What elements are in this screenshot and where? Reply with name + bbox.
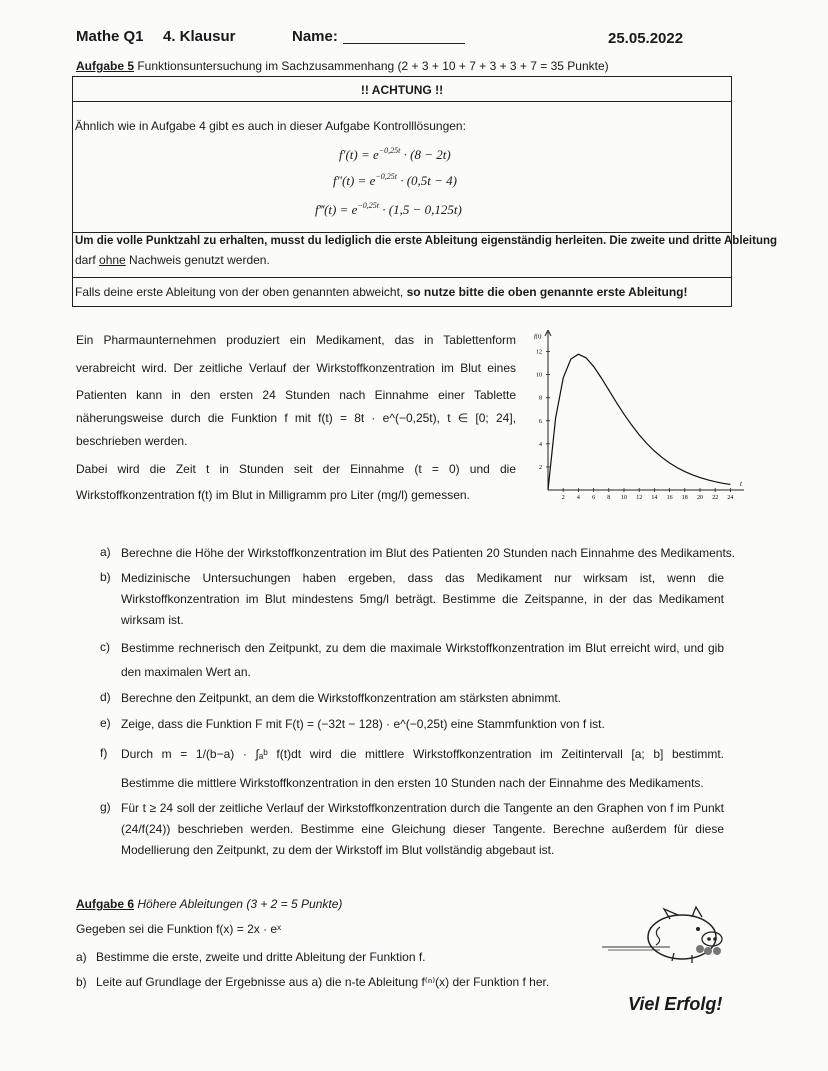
subtask-text: Berechne die Höhe der Wirkstoffkonzentration im Blut des Patienten 20 Stunden nach Einnahme des Medikaments. bbox=[121, 546, 736, 560]
task6-label: Aufgabe 6 bbox=[76, 897, 135, 911]
concentration-graph bbox=[528, 330, 746, 508]
task5-label: Aufgabe 5 bbox=[76, 59, 135, 73]
task6-a-text: Bestimme die erste, zweite und dritte Ableitung der Funktion f. bbox=[96, 950, 426, 964]
subtask-label: d) bbox=[100, 690, 111, 704]
x-tick-label: 22 bbox=[712, 495, 719, 501]
subtask-label: c) bbox=[100, 640, 110, 654]
task6-title bbox=[76, 897, 342, 911]
task6-points: Höhere Ableitungen (3 + 2 = 5 Punkte) bbox=[134, 897, 343, 911]
subtask-text: wirksam ist. bbox=[121, 613, 184, 627]
x-tick-label: 10 bbox=[621, 495, 627, 501]
x-tick-label: 16 bbox=[666, 495, 673, 501]
subtask-text: Für t ≥ 24 soll der zeitliche Verlauf der Wirkstoffkonzentration durch die Tangente an den Graphen von f im Punkt bbox=[121, 801, 724, 815]
subtask-text: Berechne den Zeitpunkt, an dem die Wirkstoffkonzentration am stärksten abnimmt. bbox=[121, 691, 561, 705]
task6-given: Gegeben sei die Funktion f(x) = 2x · eˣ bbox=[76, 922, 282, 936]
warning-intro: Ähnlich wie in Aufgabe 4 gibt es auch in dieser Aufgabe Kontrolllösungen: bbox=[75, 119, 466, 133]
paragraph-line-4: näherungsweise durch die Funktion f mit f(t) = 8t · e^(−0,25t), t ∈ [0; 24], bbox=[76, 411, 516, 425]
name-line bbox=[343, 43, 465, 44]
y-tick-label: 2 bbox=[539, 464, 542, 471]
subtask-label: e) bbox=[100, 716, 111, 730]
y-tick-label: 12 bbox=[536, 349, 542, 356]
derivative-1: $f'(t) = e^{-0,25t} \cdot (8 - 2t)$ bbox=[339, 146, 451, 162]
y-tick-label: 10 bbox=[536, 372, 542, 379]
task6-b-label: b) bbox=[76, 975, 87, 989]
x-tick-label: 18 bbox=[681, 495, 688, 501]
subtask-text: Modellierung den Zeitpunkt, zu dem der Wirkstoff im Blut vollständig abgebaut ist. bbox=[121, 843, 555, 857]
x-tick-label: 2 bbox=[561, 495, 565, 501]
y-tick-label: 8 bbox=[539, 395, 542, 402]
course-title: Mathe Q1 bbox=[76, 28, 144, 45]
y-tick-label: 4 bbox=[539, 441, 542, 448]
x-tick-label: 14 bbox=[651, 495, 658, 501]
paragraph-line-2: verabreicht wird. Der zeitliche Verlauf der Wirkstoffkonzentration im Blut eines bbox=[76, 361, 516, 375]
subtask-label: b) bbox=[100, 570, 111, 584]
exam-title: 4. Klausur bbox=[163, 28, 236, 45]
subtask-text: Zeige, dass die Funktion F mit F(t) = (−32t − 128) · e^(−0,25t) eine Stammfunktion von f ist. bbox=[121, 717, 605, 731]
subtask-text: Bestimme rechnerisch den Zeitpunkt, zu dem die maximale Wirkstoffkonzentration im Blut erreicht wird, und gib bbox=[121, 641, 724, 655]
derivative-2: $f''(t) = e^{-0,25t} \cdot (0,5t - 4)$ bbox=[333, 172, 458, 188]
paragraph-line-1: Ein Pharmaunternehmen produziert ein Medikament, das in Tablettenform bbox=[76, 333, 516, 347]
subtask-text: Wirkstoffkonzentration im Blut mindestens 5mg/l beträgt. Bestimme die Zeitspanne, in der das Medikament bbox=[121, 592, 724, 606]
paragraph-line-5: beschrieben werden. bbox=[76, 434, 188, 448]
x-tick-label: 4 bbox=[576, 495, 580, 501]
pig-doodle-icon bbox=[600, 905, 740, 969]
subtask-text: Durch m = 1/(b−a) · ∫ₐᵇ f(t)dt wird die mittlere Wirkstoffkonzentration im Zeitintervall [a; b] bestimmt. bbox=[121, 747, 724, 761]
subtask-label: a) bbox=[100, 545, 111, 559]
task5-points: Funktionsuntersuchung im Sachzusammenhang (2 + 3 + 10 + 7 + 3 + 3 + 7 = 35 Punkte) bbox=[134, 59, 609, 73]
y-tick-label: 6 bbox=[539, 418, 542, 425]
warning-box bbox=[72, 76, 778, 307]
warning-divider-2 bbox=[73, 232, 731, 233]
series-line bbox=[548, 354, 730, 490]
note-no-proof: darf ohne Nachweis genutzt werden. bbox=[75, 253, 270, 267]
name-label: Name: bbox=[292, 28, 338, 45]
subtask-text: Medizinische Untersuchungen haben ergeben, dass das Medikament nur wirksam ist, wenn die bbox=[121, 571, 724, 585]
x-tick-label: 20 bbox=[697, 495, 703, 501]
derivative-3: f‴(t) = $e^{-0,25t} \cdot (1,5 - 0,125t)$ bbox=[315, 201, 462, 217]
paragraph-line-6: Dabei wird die Zeit t in Stunden seit der Einnahme (t = 0) und die bbox=[76, 462, 516, 476]
note-deviation: Falls deine erste Ableitung von der oben genannten abweicht, so nutze bitte die oben genannte erste Ableitung! bbox=[75, 285, 688, 299]
exam-date: 25.05.2022 bbox=[608, 30, 684, 47]
closing-text: Viel Erfolg! bbox=[628, 994, 723, 1014]
warning-divider bbox=[73, 101, 731, 102]
x-axis-label: t bbox=[740, 480, 742, 488]
x-tick-label: 24 bbox=[727, 495, 734, 501]
paragraph-line-7: Wirkstoffkonzentration f(t) im Blut in Milligramm pro Liter (mg/l) gemessen. bbox=[76, 488, 470, 502]
subtask-label: g) bbox=[100, 800, 111, 814]
x-tick-label: 12 bbox=[636, 495, 643, 501]
note-first-derivative: Um die volle Punktzahl zu erhalten, musst du lediglich die erste Ableitung eigenständig herleiten. Die zweite und dritte Ableitung bbox=[75, 235, 778, 247]
subtask-text: Bestimme die mittlere Wirkstoffkonzentration in den ersten 10 Stunden nach der Einnahme des Medikaments. bbox=[121, 776, 704, 790]
warning-divider-3 bbox=[73, 277, 731, 278]
subtask-text: den maximalen Wert an. bbox=[121, 665, 251, 679]
task6-b-text: Leite auf Grundlage der Ergebnisse aus a) die n-te Ableitung f⁽ⁿ⁾(x) der Funktion f her. bbox=[96, 975, 550, 989]
x-tick-label: 6 bbox=[592, 495, 596, 501]
paragraph-line-3: Patienten kann in den ersten 24 Stunden nach Einnahme einer Tablette bbox=[76, 388, 516, 402]
y-axis-label: f(t) bbox=[534, 334, 542, 340]
task6-a-label: a) bbox=[76, 950, 87, 964]
task5-title bbox=[76, 59, 609, 73]
warning-heading: !! ACHTUNG !! bbox=[360, 83, 444, 97]
x-tick-label: 8 bbox=[607, 495, 611, 501]
subtask-label: f) bbox=[100, 746, 108, 760]
subtask-text: (24/f(24)) beschrieben werden. Bestimme eine Gleichung dieser Tangente. Berechne außerdem für diese bbox=[121, 822, 724, 836]
